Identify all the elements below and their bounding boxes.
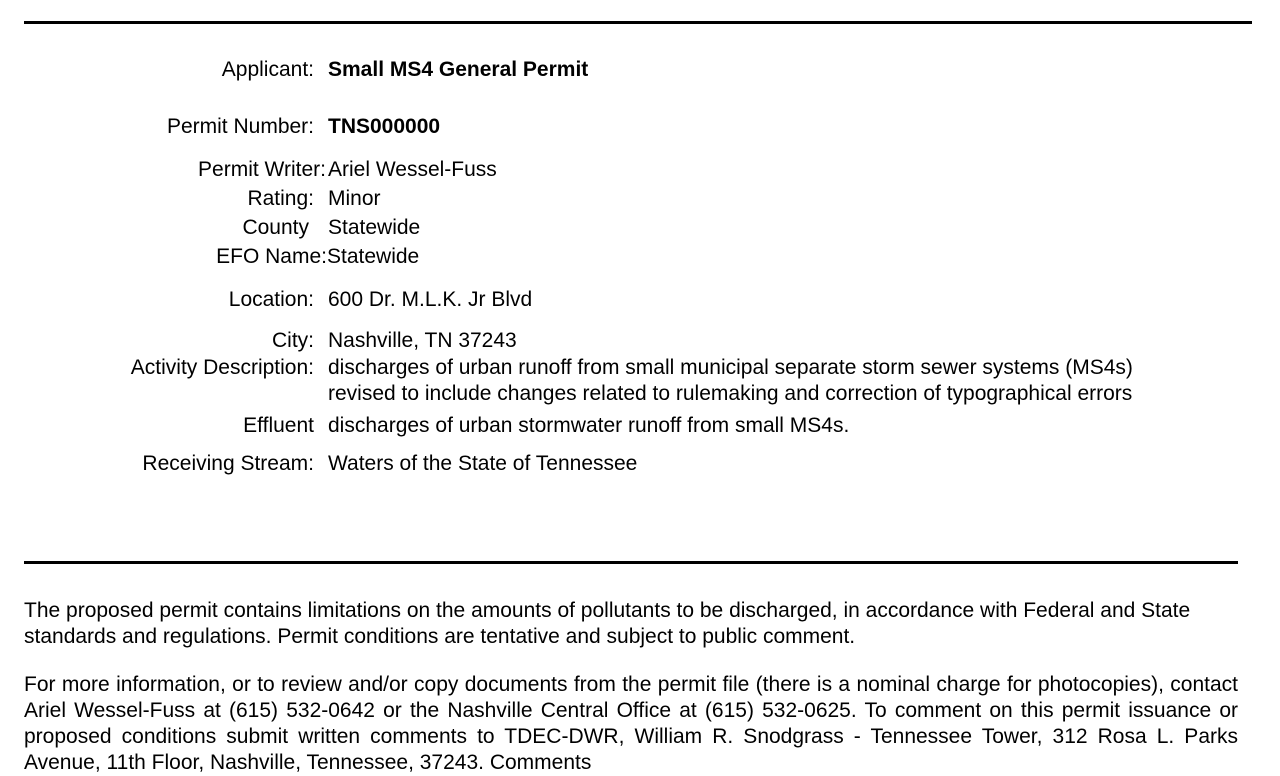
rating-label: Rating: [247,187,314,210]
permit-number-value: TNS000000 [328,115,441,138]
receiving-stream-value: Waters of the State of Tennessee [328,452,638,475]
effluent-value: discharges of urban stormwater runoff from small MS4s. [328,414,850,437]
applicant-label: Applicant: [221,58,314,81]
activity-description-label: Activity Description: [130,356,314,379]
permit-number-label: Permit Number: [166,115,314,138]
location-value: 600 Dr. M.L.K. Jr Blvd [328,288,533,311]
city-label: City: [272,329,314,352]
applicant-value: Small MS4 General Permit [328,58,589,81]
effluent-label: Effluent [243,414,314,437]
activity-description-line-2: revised to include changes related to rulemaking and correction of typographical errors [328,382,1133,405]
permit-writer-label: Permit Writer: [198,158,326,181]
county-label: County [242,216,309,239]
city-value: Nashville, TN 37243 [328,329,517,352]
top-divider [24,21,1252,24]
efo-name-value: Statewide [327,245,420,268]
county-value: Statewide [328,216,421,239]
rating-value: Minor [328,187,381,210]
information-paragraph: For more information, or to review and/or copy documents from the permit file (there is a nominal charge for photocopies), contact Ariel Wessel-Fuss at (615) 532-0642 or the Nashville Central Office at (615) 532-0625. To comment on this permit issuance or proposed conditions submit written comments to TDEC-DWR, William R. Snodgrass - Tennessee Tower, 312 Rosa L. Parks Avenue, 11th Floor, Nashville, Tennessee, 37243. Comments [24,673,1238,774]
location-label: Location: [228,288,314,311]
receiving-stream-label: Receiving Stream: [142,452,314,475]
permit-writer-value: Ariel Wessel-Fuss [328,158,497,181]
middle-divider [24,561,1238,564]
activity-description-line-1: discharges of urban runoff from small municipal separate storm sewer systems (MS4s) [328,356,1133,379]
efo-name-label: EFO Name: [216,245,327,268]
permit-limitations-paragraph: The proposed permit contains limitations on the amounts of pollutants to be discharged, in accordance with Federal and State standards and regulations. Permit conditions are tentative and subject to public comment. [24,599,1191,648]
